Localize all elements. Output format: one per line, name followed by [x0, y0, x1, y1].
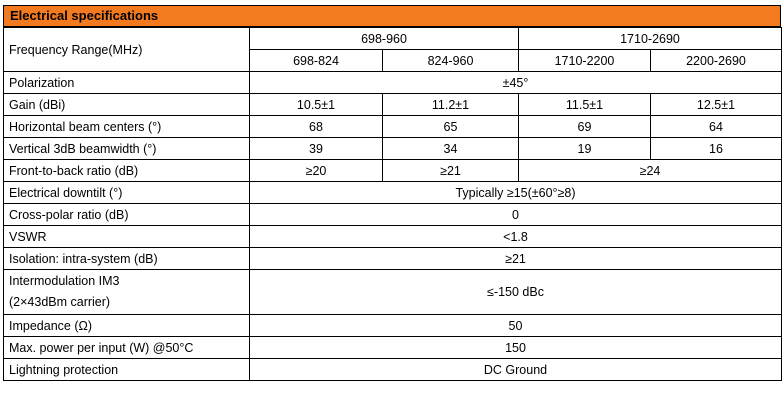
table-row	[4, 138, 782, 160]
band-low: 698-960	[250, 28, 519, 50]
subband-1: 698-824	[250, 50, 383, 72]
vbeam-value: 19	[519, 138, 651, 160]
gain-value: 10.5±1	[250, 94, 383, 116]
section-title: Electrical specifications	[3, 5, 781, 27]
hbeam-value: 69	[519, 116, 651, 138]
row-label-frequency: Frequency Range(MHz)	[4, 28, 250, 72]
vbeam-value: 16	[651, 138, 782, 160]
row-label-im3	[4, 270, 250, 315]
table-row	[4, 28, 782, 50]
row-label-polarization: Polarization	[4, 72, 250, 94]
impedance-value: 50	[250, 315, 782, 337]
row-label-impedance: Impedance (Ω)	[4, 315, 250, 337]
power-value: 150	[250, 337, 782, 359]
xpol-value: 0	[250, 204, 782, 226]
table-row	[4, 72, 782, 94]
vbeam-value: 34	[383, 138, 519, 160]
row-label-vswr: VSWR	[4, 226, 250, 248]
table-row	[4, 94, 782, 116]
ftb-value: ≥20	[250, 160, 383, 182]
gain-value: 11.5±1	[519, 94, 651, 116]
isolation-value: ≥21	[250, 248, 782, 270]
subband-4: 2200-2690	[651, 50, 782, 72]
spec-sheet	[3, 5, 781, 381]
hbeam-value: 68	[250, 116, 383, 138]
band-high: 1710-2690	[519, 28, 782, 50]
hbeam-value: 64	[651, 116, 782, 138]
im3-value: ≤-150 dBc	[250, 270, 782, 315]
vbeam-value: 39	[250, 138, 383, 160]
hbeam-value: 65	[383, 116, 519, 138]
row-label-gain: Gain (dBi)	[4, 94, 250, 116]
table-row	[4, 315, 782, 337]
im3-label-line1: Intermodulation IM3	[9, 274, 120, 288]
row-label-lightning: Lightning protection	[4, 359, 250, 381]
subband-3: 1710-2200	[519, 50, 651, 72]
ftb-value: ≥24	[519, 160, 782, 182]
row-label-xpol: Cross-polar ratio (dB)	[4, 204, 250, 226]
row-label-isolation: Isolation: intra-system (dB)	[4, 248, 250, 270]
table-row	[4, 226, 782, 248]
im3-label-line2: (2×43dBm carrier)	[9, 295, 111, 309]
ftb-value: ≥21	[383, 160, 519, 182]
row-label-vbeam: Vertical 3dB beamwidth (°)	[4, 138, 250, 160]
table-row	[4, 204, 782, 226]
gain-value: 12.5±1	[651, 94, 782, 116]
lightning-value: DC Ground	[250, 359, 782, 381]
table-row	[4, 116, 782, 138]
row-label-hbeam: Horizontal beam centers (°)	[4, 116, 250, 138]
spec-table	[3, 27, 782, 381]
vswr-value: <1.8	[250, 226, 782, 248]
table-row	[4, 337, 782, 359]
table-row	[4, 182, 782, 204]
subband-2: 824-960	[383, 50, 519, 72]
row-label-downtilt: Electrical downtilt (°)	[4, 182, 250, 204]
table-row	[4, 270, 782, 315]
gain-value: 11.2±1	[383, 94, 519, 116]
downtilt-value: Typically ≥15(±60°≥8)	[250, 182, 782, 204]
table-row	[4, 248, 782, 270]
row-label-ftb: Front-to-back ratio (dB)	[4, 160, 250, 182]
polarization-value: ±45°	[250, 72, 782, 94]
table-row	[4, 160, 782, 182]
table-row	[4, 359, 782, 381]
row-label-power: Max. power per input (W) @50°C	[4, 337, 250, 359]
